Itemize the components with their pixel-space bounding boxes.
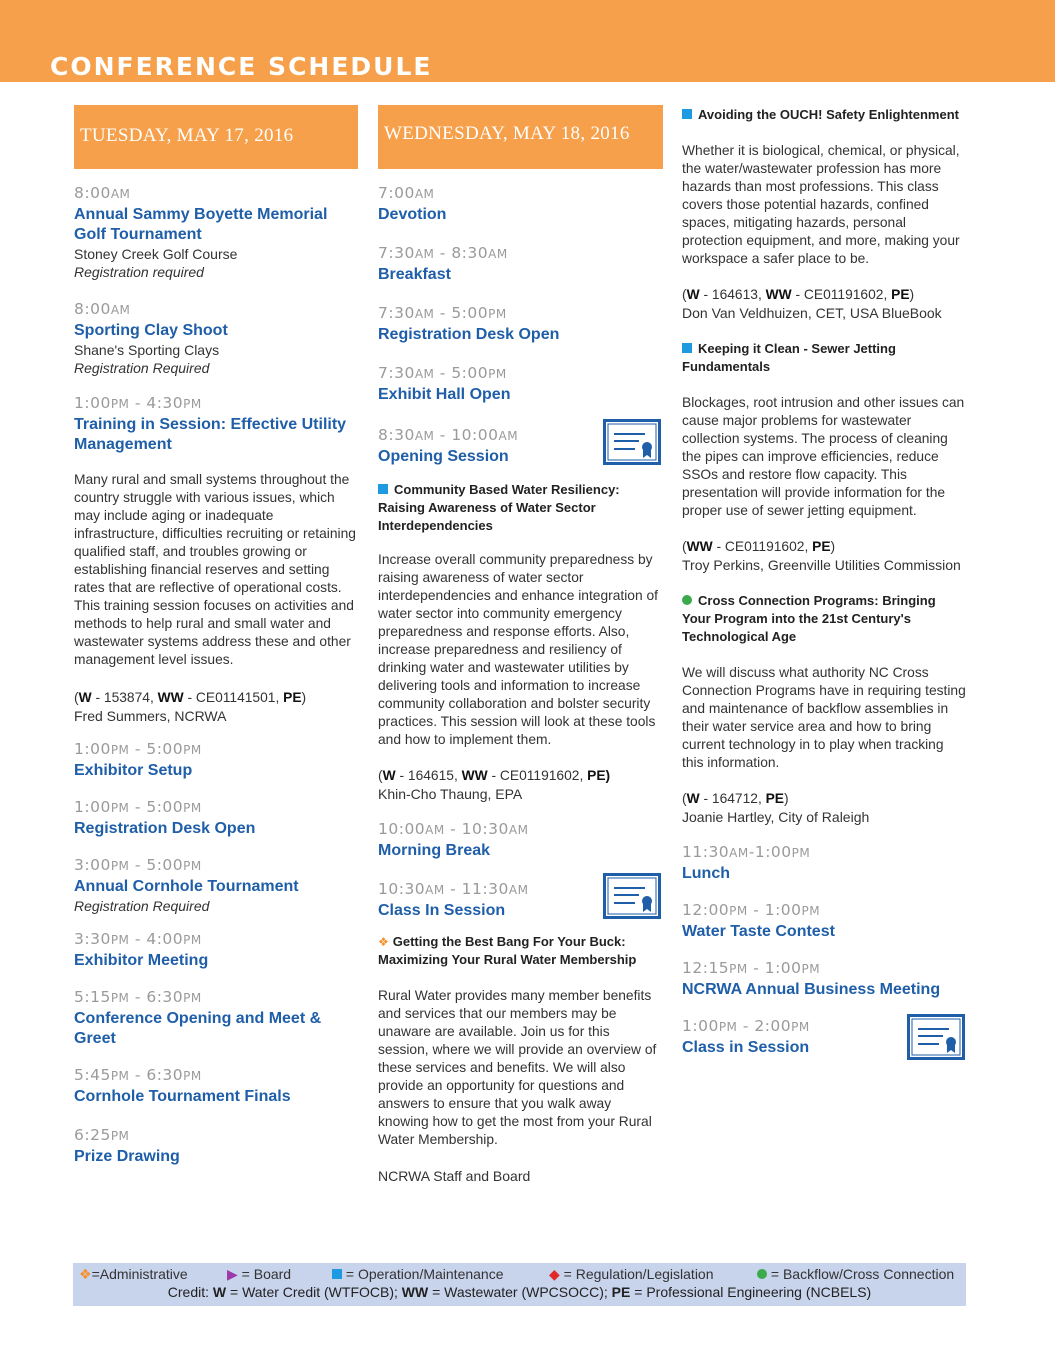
event-training [74,393,358,725]
event-time: 8:00AM [74,300,131,318]
operation-maintenance-icon [378,484,388,494]
legend [73,1263,966,1306]
event-time: 7:30AM - 8:30AM [378,244,508,262]
session-speaker: Khin-Cho Thaung, EPA [378,786,523,802]
session-description: Whether it is biological, chemical, or physical, the water/wastewater profession has more hazards than most professions. This class covers those potential hazards, confined spaces, mitigating hazards, personal protection equipment, and more, making your workspace a safer place to be. [682,143,960,266]
event-note: Registration required [74,264,204,280]
session-title: Community Based Water Resiliency: Raising Awareness of Water Sector Interdependencies [378,482,620,533]
certificate-icon [603,873,661,919]
event-title: Class in Session [682,1039,810,1056]
backflow-icon [757,1269,767,1279]
session-title: Avoiding the OUCH! Safety Enlightenment [682,106,967,124]
event-time: 10:00AM - 10:30AM [378,820,529,838]
event-cornhole-finals [74,1065,358,1107]
event-title: Devotion [378,206,447,223]
event-time: 7:30AM - 5:00PM [378,364,507,382]
event-time: 7:30AM - 5:00PM [378,304,507,322]
event-lunch [682,842,967,884]
wednesday-column [378,105,663,1185]
session-water-resiliency [378,481,663,803]
legend-operation: = Operation/Maintenance [332,1266,504,1282]
regulation-icon: ◆ [549,1266,560,1282]
operation-maintenance-icon [682,343,692,353]
session-credit: (W - 164615, WW - CE01191602, PE) [378,768,611,783]
event-breakfast [378,243,663,285]
event-title: Annual Cornhole Tournament [74,878,299,895]
event-time: 8:30AM - 10:00AM [378,426,519,444]
event-note: Registration Required [74,898,210,914]
event-title: Registration Desk Open [74,820,256,837]
event-title: Lunch [682,865,730,882]
event-credit: (W - 153874, WW - CE01141501, PE) [74,690,307,705]
legend-board: ▶ = Board [227,1266,292,1282]
session-cross-connection [682,592,967,826]
event-class-in-session [378,879,663,921]
event-time: 8:00AM [74,184,131,202]
board-icon: ▶ [227,1266,238,1282]
header-band [0,0,1055,82]
event-cornhole [74,855,358,915]
event-time: 1:00PM - 4:30PM [74,394,202,412]
session-speaker: NCRWA Staff and Board [378,1168,531,1184]
wednesday-column-continued [682,106,967,1058]
event-time: 7:00AM [378,184,435,202]
session-description: Blockages, root intrusion and other issues can cause major problems for wastewater collection systems. The process of cleaning the pipes can improve efficiencies, reduce SSOs and restore flow capacity. This presentation will provide information for the proper use of sewer jetting equipment. [682,395,965,518]
event-title: Exhibit Hall Open [378,386,511,403]
event-devotion [378,183,663,225]
event-opening-meet-greet [74,987,358,1049]
event-title: NCRWA Annual Business Meeting [682,981,941,998]
event-time: 12:00PM - 1:00PM [682,901,821,919]
event-time: 3:30PM - 4:00PM [74,930,202,948]
event-location: Stoney Creek Golf Course [74,246,238,262]
event-time: 12:15PM - 1:00PM [682,959,821,977]
event-clay-shoot [74,299,358,377]
event-class-in-session [682,1016,967,1058]
event-title: Morning Break [378,842,491,859]
event-time: 10:30AM - 11:30AM [378,880,529,898]
session-title: ❖ Getting the Best Bang For Your Buck: Maximizing Your Rural Water Membership [378,934,637,967]
operation-maintenance-icon [682,109,692,119]
event-time: 1:00PM - 5:00PM [74,798,202,816]
session-credit: (W - 164712, PE) [682,791,789,806]
event-prize-drawing [74,1125,358,1167]
session-safety [682,106,967,322]
legend-administrative: ❖=Administrative [79,1266,188,1282]
day-header-tuesday: TUESDAY, MAY 17, 2016 [74,105,358,169]
event-speaker: Fred Summers, NCRWA [74,708,227,724]
session-title: Cross Connection Programs: Bringing Your Program into the 21st Century's Technological Age [682,593,936,644]
event-title: Sporting Clay Shoot [74,322,228,339]
event-note: Registration Required [74,360,210,376]
event-location: Shane's Sporting Clays [74,342,220,358]
event-title: Breakfast [378,266,451,283]
day-header-wednesday: WEDNESDAY, MAY 18, 2016 [378,105,663,169]
session-description: We will discuss what authority NC Cross Connection Programs have in requiring testing and maintenance of backflow assemblies in their water service area and how to bring current technology in to play when tracking this information. [682,665,966,770]
session-speaker: Troy Perkins, Greenville Utilities Commission [682,557,961,573]
event-title: Class In Session [378,902,506,919]
event-exhibitor-setup [74,739,358,781]
event-title: Cornhole Tournament Finals [74,1088,291,1105]
session-title: Keeping it Clean - Sewer Jetting Fundamentals [682,341,896,374]
session-description: Increase overall community preparedness by raising awareness of water sector interdependencies and enhance integration of water sector into community emergency preparedness and response efforts. Also, increase preparedness and resiliency of drinking water and wastewater utilities by delivering tools and information to increase community collaboration and bolster security practices. This session will look at these tools and how to implement them. [378,552,658,747]
event-time: 1:00PM - 2:00PM [682,1017,810,1035]
session-description: Rural Water provides many member benefits and services that our members may be unaware are available. Join us for this session, where we will provide an overview of these services and benefits. We will also provide an opportunity for questions and answers to ensure that you walk away knowing how to get the most from your Rural Water Membership. [378,988,657,1147]
operation-maintenance-icon [332,1269,342,1279]
administrative-icon: ❖ [378,935,389,949]
legend-credit: Credit: W = Water Credit (WTFOCB); WW = Wastewater (WPCSOCC); PE = Professional Engineering (NCBELS) [167,1284,872,1300]
event-water-taste [682,900,967,942]
event-business-meeting [682,958,967,1000]
event-registration-desk [74,797,358,839]
event-description: Many rural and small systems throughout the country struggle with various issues, which may include aging or inadequate infrastructure, difficulties recruiting or retaining qualified staff, and troubles growing or establishing financial reserves and setting rates that are reflective of operational costs. This training session focuses on activities and methods to help rural and small water and wastewater systems address these and other management level issues. [74,472,356,667]
event-exhibit-hall [378,363,663,405]
certificate-icon [603,419,661,465]
event-time: 6:25PM [74,1126,130,1144]
session-membership [378,933,663,1185]
event-title: Exhibitor Setup [74,762,193,779]
event-title: Conference Opening and Meet & Greet [74,1010,322,1047]
event-golf [74,183,358,281]
legend-backflow: = Backflow/Cross Connection [757,1266,954,1282]
session-sewer-jetting [682,340,967,574]
event-title: Prize Drawing [74,1148,180,1165]
event-registration-desk [378,303,663,345]
event-time: 11:30AM-1:00PM [682,843,811,861]
session-speaker: Joanie Hartley, City of Raleigh [682,809,870,825]
administrative-icon: ❖ [79,1266,92,1282]
page-title: CONFERENCE SCHEDULE [50,52,433,81]
event-time: 1:00PM - 5:00PM [74,740,202,758]
tuesday-column [74,105,358,1167]
event-title: Training in Session: Effective Utility Management [74,416,347,453]
event-title: Opening Session [378,448,509,465]
event-title: Annual Sammy Boyette Memorial Golf Tournament [74,206,328,243]
certificate-icon [907,1014,965,1060]
event-title: Exhibitor Meeting [74,952,209,969]
session-credit: (WW - CE01191602, PE) [682,539,836,554]
event-title: Water Taste Contest [682,923,835,940]
event-time: 3:00PM - 5:00PM [74,856,202,874]
session-speaker: Don Van Veldhuizen, CET, USA BlueBook [682,305,942,321]
backflow-icon [682,595,692,605]
session-credit: (W - 164613, WW - CE01191602, PE) [682,287,915,302]
legend-regulation: ◆ = Regulation/Legislation [549,1266,714,1282]
event-time: 5:15PM - 6:30PM [74,988,202,1006]
event-morning-break [378,819,663,861]
event-time: 5:45PM - 6:30PM [74,1066,202,1084]
event-title: Registration Desk Open [378,326,560,343]
event-exhibitor-meeting [74,929,358,971]
event-opening-session [378,425,663,467]
